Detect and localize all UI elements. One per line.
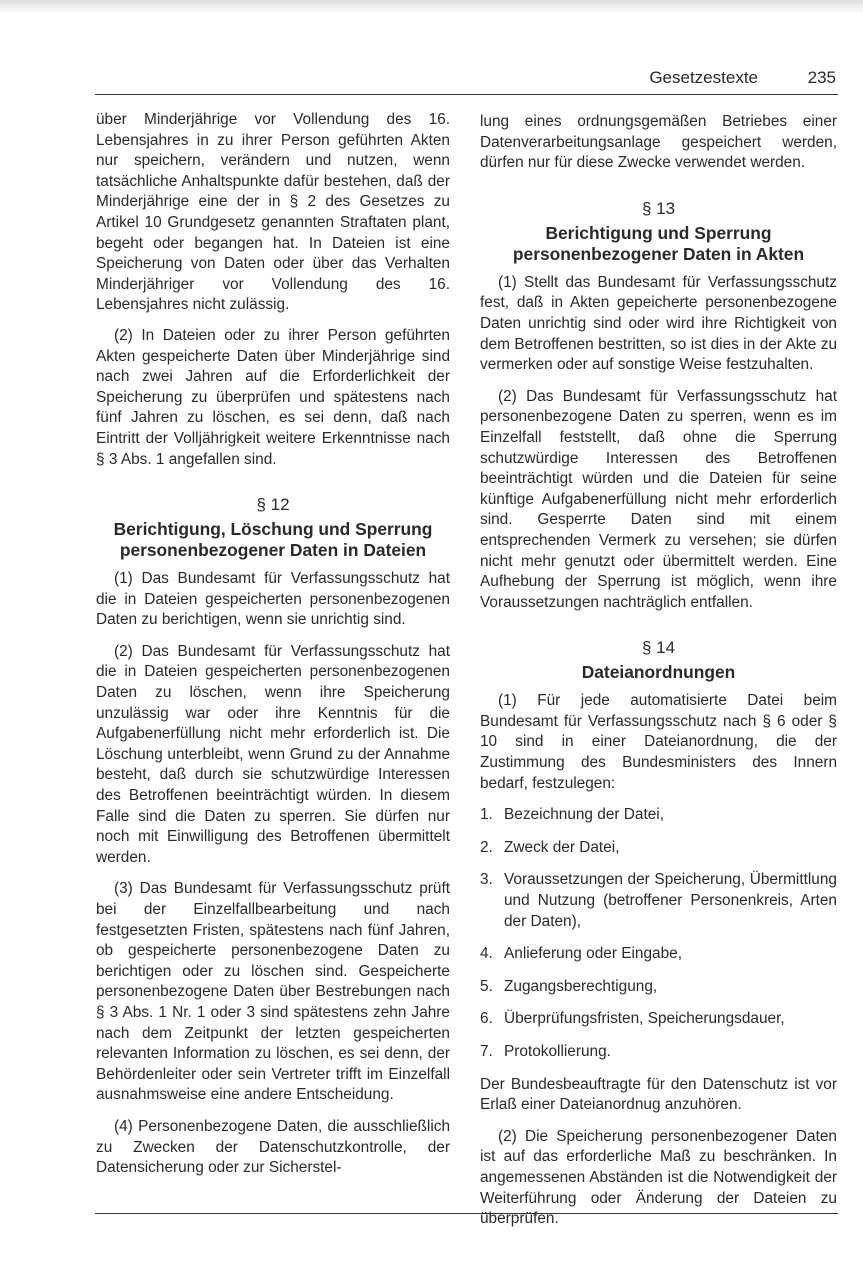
paragraph-14-2: (2) Die Speicherung personenbezogener Daten ist auf das erforderliche Maß zu beschränken. In angemessenen Abständen ist die Notwendigkeit der Weiterführung oder Änderung der Dateien zu überprüfen. bbox=[480, 1127, 837, 1228]
footer-rule bbox=[95, 1213, 838, 1214]
list-item bbox=[480, 805, 837, 826]
list-item bbox=[480, 944, 837, 965]
list-item bbox=[480, 1042, 837, 1063]
paragraph-14-note: Der Bundesbeauftragte für den Datenschutz ist vor Erlaß einer Dateianordnug anzuhören. bbox=[480, 1075, 837, 1114]
paragraph-11-2: (2) In Dateien oder zu ihrer Person geführten Akten gespeicherte Daten über Minderjährige sind nach zwei Jahren auf die Erforderlichkeit der Speicherung zu überprüfen und spätestens nach fünf Jahren zu löschen, es sei denn, daß nach Eintritt der Volljährigkeit weitere Erkenntnisse nach § 3 Abs. 1 angefallen sind. bbox=[96, 326, 450, 468]
paragraph-13-1: (1) Stellt das Bundesamt für Verfassungsschutz fest, daß in Akten gepeicherte personenbezogene Daten unrichtig sind oder wird ihre Richtigkeit von dem Betroffenen bestritten, so ist dies in der Akte zu vermerken oder auf sonstige Weise festzuhalten. bbox=[480, 273, 837, 374]
list-item-number: 1. bbox=[480, 806, 493, 824]
paragraph-12-1: (1) Das Bundesamt für Verfassungsschutz hat die in Dateien gespeicherten personenbezogenen Daten zu berichtigen, wenn sie unrichtig sind. bbox=[96, 570, 450, 629]
paragraph-14-1: (1) Für jede automatisierte Datei beim Bundesamt für Verfassungsschutz nach § 6 oder § 10 sind in einer Dateianordnung, die der Zustimmung des Bundesministers des Innern bedarf, festzulegen: bbox=[480, 692, 837, 792]
paragraph-12-3: (3) Das Bundesamt für Verfassungsschutz prüft bei der Einzelfallbearbeitung und nach festgesetzten Fristen, spätestens nach fünf Jahren, ob gespeicherte personenbezogene Daten zu berichtigen oder zu löschen sind. Gespeicherte personenbezogene Daten über Bestrebungen nach § 3 Abs. 1 Nr. 1 oder 3 sind spätestens zehn Jahre nach dem Zeitpunkt der letzten gespeicherten relevanten Information zu löschen, es sei denn, der Behördenleiter oder sein Vertreter trifft im Einzelfall ausnahmsweise eine andere Entscheidung. bbox=[96, 880, 450, 1104]
list-item-number: 7. bbox=[480, 1043, 493, 1060]
list-item bbox=[480, 1009, 837, 1030]
section-14-number: § 14 bbox=[641, 638, 676, 658]
list-item-text: Anlieferung oder Eingabe, bbox=[504, 945, 682, 963]
list-item-number: 5. bbox=[480, 977, 493, 995]
page-header bbox=[95, 66, 838, 95]
requirements-list bbox=[480, 805, 837, 1062]
list-item bbox=[480, 870, 837, 932]
right-column bbox=[480, 112, 837, 1241]
list-item-number: 4. bbox=[480, 945, 493, 963]
paragraph-13-2: (2) Das Bundesamt für Verfassungsschutz hat personenbezogene Daten zu sperren, wenn es im Einzelfall feststellt, daß ohne die Sperrung schutzwürdige Interessen des Betroffenen beeinträchtigt würden und die Dateien für seine künftige Aufgabenerfüllung nicht mehr erforderlich sind. Gesperrte Daten sind mit einem entsprechenden Vermerk zu versehen; sie dürfen nicht mehr genutzt oder übermittelt werden. Eine Aufhebung der Sperrung ist möglich, wenn ihre Voraussetzungen nachträglich entfallen. bbox=[480, 387, 837, 611]
list-item bbox=[480, 977, 837, 998]
paragraph-continued: über Minderjährige vor Vollendung des 16. Lebensjahres in zu ihrer Person geführten Akten nur speichern, verändern und nutzen, wenn tatsächliche Anhaltspunkte dafür bestehen, daß der Minderjährige eine der in § 2 des Gesetzes zu Artikel 10 Grundgesetz genannten Straftaten plant, begeht oder begangen hat. In Dateien ist eine Speicherung von Daten oder über das Verhalten Minderjähriger vor Vollendung des 16. Lebensjahres nicht zulässig. bbox=[96, 111, 450, 314]
list-item-text: Voraussetzungen der Speicherung, Übermittlung und Nutzung (betroffener Personenkreis, Arten der Daten), bbox=[504, 871, 837, 930]
list-item bbox=[480, 838, 837, 859]
list-item-text: Bezeichnung der Datei, bbox=[504, 806, 664, 824]
page-number: 235 bbox=[807, 68, 836, 87]
section-12-number: § 12 bbox=[256, 495, 290, 515]
list-item-text: Zweck der Datei, bbox=[504, 838, 620, 856]
paragraph-12-2: (2) Das Bundesamt für Verfassungsschutz hat die in Dateien gespeicherten personenbezogenen Daten zu löschen, wenn ihre Speicherung unzulässig war oder ihre Kenntnis für die Aufgabenerfüllung nicht mehr erforderlich ist. Die Löschung unterbleibt, wenn Grund zu der Annahme besteht, daß durch sie schutzwürdige Interessen des Betroffenen beeinträchtigt würden. In diesem Falle sind die Daten zu sperren. Sie dürfen nur noch mit Einwilligung des Betroffenen übermittelt werden. bbox=[96, 642, 450, 866]
left-column bbox=[96, 110, 450, 1190]
running-title: Gesetzestexte bbox=[649, 68, 758, 87]
section-13-title: Berichtigung und Sperrung personenbezogener Daten in Akten bbox=[512, 222, 805, 264]
section-14-title: Dateianordnungen bbox=[581, 662, 736, 683]
section-12-title: Berichtigung, Löschung und Sperrung personenbezogener Daten in Dateien bbox=[113, 519, 433, 561]
list-item-number: 2. bbox=[480, 838, 493, 856]
scan-edge bbox=[0, 0, 863, 14]
paragraph-12-4-continued: lung eines ordnungsgemäßen Betriebes einer Datenverarbeitungsanlage gespeichert werden, dürfen nur für diese Zwecke verwendet werden. bbox=[480, 113, 837, 172]
list-item-number: 6. bbox=[480, 1010, 493, 1028]
list-item-text: Zugangsberechtigung, bbox=[504, 977, 658, 995]
section-13-number: § 13 bbox=[641, 198, 676, 218]
list-item-number: 3. bbox=[480, 871, 493, 889]
list-item-text: Überprüfungsfristen, Speicherungsdauer, bbox=[504, 1010, 785, 1028]
list-item-text: Protokollierung. bbox=[504, 1043, 611, 1060]
paragraph-12-4: (4) Personenbezogene Daten, die ausschließlich zu Zwecken der Datenschutzkontrolle, der Datensicherung oder zur Sicherstel- bbox=[96, 1117, 450, 1177]
